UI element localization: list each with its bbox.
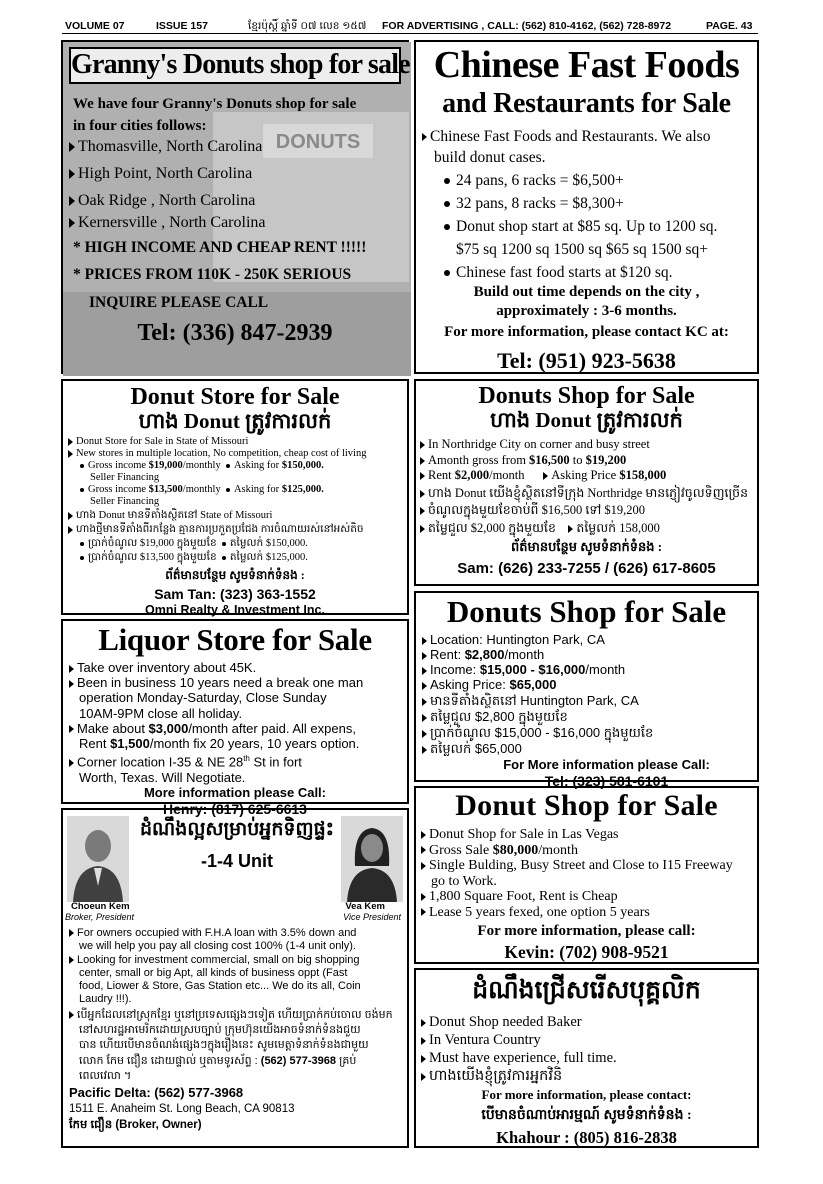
bullet-icon [226,488,230,492]
arrow-icon [422,682,427,690]
desc-continuation: Laudry !!!). [79,993,132,1006]
arrow-icon [420,525,425,533]
arrow-icon [69,142,75,152]
superscript: th [243,754,250,764]
desc-line [69,675,401,690]
desc-line [421,889,752,905]
desc-text: Take over inventory about 45K. [77,660,257,675]
desc-continuation: 10AM-9PM close all holiday. [79,705,243,721]
arrow-icon [69,169,75,179]
desc-line [420,453,753,469]
advertising-contact: FOR ADVERTISING , CALL: (562) 810-4162, (562) 728-8972 [382,20,672,32]
text: Gross Sale [429,842,493,858]
khmer-text: ហាងយើងខ្ញុំត្រូវការអ្នកវិនិ [429,1068,563,1084]
arrow-icon [68,450,73,458]
khmer-continuation: បាន ហើយបើមានចំណង់ផ្សេងៗក្នុងរឿងនេះ សូមមេត្តាទំនាក់ទំនងជាមួយ [79,1039,369,1052]
arrow-icon [543,472,548,480]
desc-text: Location: Huntington Park, CA [430,632,605,647]
desc-line [421,843,752,859]
text: Gross income [88,484,149,495]
bullet-icon [80,464,84,468]
arrow-icon [69,1011,74,1019]
amount: $2,800 [464,647,505,662]
bullet-icon [80,556,84,560]
text: តម្លៃជួល $2,000 ក្នុងមួយខែ [428,520,556,535]
khmer-continuation: ពេលវេលា ។ [79,1069,132,1082]
ad-las-vegas-donut-shop [414,786,759,964]
amount: $80,000 [492,842,539,858]
arrow-icon [68,512,73,520]
bullet-continuation: $75 sq 1200 sq 1500 sq $65 sq 1500 sq+ [456,241,709,258]
financing-line: Seller Financing [90,472,160,483]
arrow-icon [69,680,74,688]
bullet-text: 32 pans, 8 racks = $8,300+ [456,195,624,212]
financing-line: Seller Financing [90,496,160,507]
arrow-icon [420,490,425,498]
arrow-icon [421,1073,426,1081]
bullet-text: Chinese fast food starts at $120 sq. [456,264,673,281]
volume: VOLUME 07 [65,20,125,32]
text: /month [504,647,545,662]
desc-line [421,827,752,843]
contact-line: Sam: (626) 233-7255 / (626) 617-8605 [457,560,716,577]
ad-title: Liquor Store for Sale [98,622,372,657]
khmer-line [422,725,751,740]
arrow-icon [420,507,425,515]
bullet-icon [444,224,450,230]
khmer-continuation [69,1055,405,1068]
bullet-icon [222,542,226,546]
text: តម្លៃលក់ 158,000 [576,520,660,535]
arrow-icon [420,472,425,480]
text: Make about [77,720,149,736]
more-info-line: For more information, please call: [477,923,696,939]
desc-line [422,647,751,662]
desc-text: In Ventura Country [429,1032,541,1048]
city-item [69,165,401,183]
text: Rent [428,468,455,482]
arrow-icon [421,1019,426,1027]
arrow-icon [422,133,427,141]
text: St in fort [249,754,302,770]
khmer-title-part: ហាង [490,408,531,432]
text: Asking Price: [430,677,510,692]
amount: $2,000 [454,468,490,482]
khmer-line [68,510,402,522]
khmer-text: មានទីតាំងស្ថិតនៅ Huntington Park, CA [430,693,639,708]
amount: $16,500 [529,452,570,467]
desc-line [69,660,401,675]
more-info-line: For more information, please contact: [481,1087,692,1102]
desc-line [69,751,401,770]
khmer-text: ហាង Donut យើងខ្ញុំស្ថិតនៅទីក្រុង Northridge មានភ្ញៀវចូលទិញច្រើន [428,485,749,500]
text: /month [585,662,626,677]
arrow-icon [422,714,427,722]
ad-subtitle: and Restaurants for Sale [442,88,731,119]
text: /month [538,842,578,858]
desc-line [420,437,753,453]
khmer-line [420,521,753,537]
photo-sign-text: DONUTS [275,131,361,153]
text: /monthly [182,484,221,495]
desc-line [69,927,405,940]
bullet-icon [222,556,226,560]
income-row [68,460,402,472]
intro-line: We have four Granny's Donuts shop for sale [73,96,357,112]
ad-grannys-donuts [61,40,409,374]
desc-line [68,448,402,460]
arrow-icon [422,667,427,675]
build-time-line: Build out time depends on the city , [473,284,700,300]
arrow-icon [421,1037,426,1045]
ad-liquor-store [61,619,409,817]
build-time-line: approximately : 3-6 months. [496,303,677,319]
khmer-masthead: ខ្មែរប៉ុស្ដិ៍ ឆ្នាំទី ០៧ លេខ ១៥៧ [248,20,367,32]
contact-line: Henry: (817) 625-6613 [163,800,307,817]
more-info-line: For more information, please contact KC at: [444,324,729,340]
desc-line [421,1031,752,1049]
desc-text: Single Bulding, Busy Street and Close to I15 Freeway [429,858,733,873]
arrow-icon [69,929,74,937]
arrow-icon [69,759,74,767]
khmer-title [63,411,407,432]
broker-name: Choeun Kem [71,901,130,912]
text: /monthly [182,460,221,471]
khmer-continuation: នៅសហរដ្ឋអាមេរិកដោយស្របច្បាប់ ក្រុមហ៊ុនយើងអាចទំនាក់ទំនងជួយ [79,1024,361,1037]
text: to [569,452,586,467]
text: គ្រប់ [336,1054,357,1067]
desc-continuation: go to Work. [431,873,497,889]
vp-name: Vea Kem [345,901,385,912]
text: /month [489,468,525,482]
issue: ISSUE 157 [156,20,208,32]
khmer-text: បើអ្នកដែលនៅស្រុកខ្មែរ ឬនៅប្រទេសផ្សេងៗទៀត ហើយប្រាក់កប់ចោល ចង់មក [77,1008,393,1021]
desc-continuation: Worth, Texas. Will Negotiate. [79,769,246,785]
income-row [68,484,402,496]
khmer-more-info: ព័ត៌មានបន្ថែម សូមទំនាក់ទំនង : [510,539,663,554]
text: Asking for [233,460,282,471]
khmer-row [68,552,402,564]
bullet-item [422,195,751,213]
city-label: Kernersville , North Carolina [78,214,266,231]
bullet-text: 24 pans, 6 racks = $6,500+ [456,172,624,189]
arrow-icon [421,831,426,839]
khmer-title [416,410,757,431]
khmer-line [69,1009,405,1022]
page-header [62,20,758,34]
arrow-icon [420,457,425,465]
text: ប្រាក់ចំណូល $19,000 ក្នុងមួយខែ [88,538,217,549]
arrow-icon [422,652,427,660]
ad-title: Donut Shop for Sale [455,789,718,822]
khmer-line [420,503,753,519]
arrow-icon [421,908,426,916]
khmer-title-part: ត្រូវការលក់ [596,408,683,432]
khmer-title-part: Donut [183,409,240,433]
khmer-text: តម្លៃលក់ $65,000 [430,741,522,756]
desc-text: 1,800 Square Foot, Rent is Cheap [429,889,618,904]
bullet-item [422,264,751,282]
text: លោក កែម ជឿន ដោយផ្ទាល់ ឬតាមទូរស័ព្ទ : [79,1054,261,1067]
desc-line [421,1049,752,1067]
desc-line [421,905,752,921]
desc-text: Donut Store for Sale in State of Missouri [76,436,249,447]
khmer-row [68,538,402,550]
desc-text: Been in business 10 years need a break one man [77,675,364,691]
bullet-icon [80,542,84,546]
desc-continuation: operation Monday-Saturday, Close Sunday [79,690,327,706]
unit-title: -1-4 Unit [201,851,273,871]
arrow-icon [421,862,426,870]
bullet-icon [226,464,230,468]
khmer-text: ប្រាក់ចំណូល $15,000 - $16,000 ក្នុងមួយខែ [430,725,654,740]
desc-line [420,468,753,484]
amount: $19,200 [585,452,627,467]
more-info-line: For More information please Call: [503,757,710,772]
intro-line: in four cities follows: [73,118,207,134]
text: Amonth gross from [428,452,530,467]
broker-photo [67,816,129,902]
ad-realty-home-buyers [61,808,409,1148]
city-item [69,138,401,156]
desc-text: In Northridge City on corner and busy street [428,437,650,451]
desc-text: Chinese Fast Foods and Restaurants. We also [430,128,711,145]
company-line: Omni Realty & Investment Inc. [145,603,325,617]
arrow-icon [422,730,427,738]
text: /month after paid. All expens, [188,720,356,736]
desc-continuation [69,736,401,751]
contact-line: Tel: (323) 581-6101 [544,773,669,789]
text: Rent [79,736,111,752]
text: Corner location I-35 & NE 28 [77,754,244,770]
inquire-line: INQUIRE PLEASE CALL [89,294,269,311]
amount: $15,000 - $16,000 [479,662,586,677]
desc-continuation: we will help you pay all closing cost 100% (1-4 unit only). [79,940,356,953]
khmer-line [420,486,753,502]
desc-text: Donut Shop for Sale in Las Vegas [429,827,619,842]
page-number: PAGE. 43 [706,20,753,32]
desc-line [422,677,751,692]
text: Rent: [430,647,465,662]
khmer-line [421,1067,752,1085]
arrow-icon [69,665,74,673]
khmer-text: ចំណូលក្នុងមួយខែចាប់ពី $16,500 ទៅ $19,200 [428,503,645,517]
arrow-icon [69,218,75,228]
owner-line: កែម ជឿន (Broker, Owner) [69,1118,202,1131]
more-info-line: More information please Call: [143,784,327,800]
amount: $3,000 [148,720,189,736]
city-label: Thomasville, North Carolina [78,138,263,155]
bullet-item [422,218,751,236]
company-line: Pacific Delta: (562) 577-3968 [69,1085,244,1101]
city-item [69,214,401,232]
vice-president-photo [341,816,403,902]
bullet-text: Donut shop start at $85 sq. Up to 1200 sq. [456,218,718,235]
khmer-more-info: បើមានចំណាប់អារម្មណ៍ សូមទំនាក់ទំនង : [481,1108,692,1123]
khmer-more-info: ព័ត៌មានបន្ថែម សូមទំនាក់ទំនង : [165,568,305,582]
arrow-icon [422,698,427,706]
khmer-line [68,524,402,536]
vp-role: Vice President [343,912,401,922]
income-line: * HIGH INCOME AND CHEAP RENT !!!!! [73,239,367,256]
ad-title: Donut Store for Sale [130,384,340,410]
desc-line [422,662,751,677]
khmer-title-part: Donut [535,408,592,432]
ad-huntington-donuts-shop [414,591,759,789]
city-label: Oak Ridge , North Carolina [78,192,256,209]
ad-title: Donuts Shop for Sale [446,594,727,629]
text: Gross income [88,460,149,471]
bullet-icon [444,178,450,184]
ad-baker-wanted [414,968,759,1148]
ad-title: Granny's Donuts shop for sale [69,47,401,84]
contact-line: Khahour : (805) 816-2838 [496,1128,677,1147]
desc-continuation: center, small or big Apt, all kinds of business oppt (Fast [79,966,348,979]
amount: $150,000. [281,460,324,471]
khmer-text: ហាងថ្មីមានទីតាំងពីរកន្លែង គ្មានការប្រកួតប្រជែង ការចំណាយរស់នៅអស់តិច [76,524,364,535]
ad-chinese-fast-foods [414,40,759,374]
desc-line [421,858,752,874]
amount: $19,000 [148,460,183,471]
bullet-item [422,172,751,190]
city-label: High Point, North Carolina [78,165,253,182]
amount: $65,000 [509,677,557,692]
text: ប្រាក់ចំណូល $13,500 ក្នុងមួយខែ [88,552,217,563]
desc-line [69,721,401,736]
arrow-icon [68,438,73,446]
text: Income: [430,662,480,677]
text: Asking for [233,484,282,495]
text: តម្លៃលក់ $125,000. [229,552,308,563]
arrow-icon [421,1055,426,1063]
desc-text: For owners occupied with F.H.A loan with 3.5% down and [77,927,357,939]
desc-line [69,954,405,967]
arrow-icon [421,846,426,854]
amount: $158,000 [619,468,667,482]
ad-title: Donuts Shop for Sale [478,383,695,409]
arrow-icon [421,893,426,901]
arrow-icon [422,637,427,645]
desc-line [421,1013,752,1031]
bullet-icon [444,201,450,207]
khmer-line [422,741,751,756]
khmer-text: តម្លៃជួល $2,800 ក្នុងមួយខែ [430,709,568,724]
amount: $125,000. [281,484,324,495]
arrow-icon [69,196,75,206]
khmer-text: ហាង Donut មានទីតាំងស្ថិតនៅ State of Missouri [76,510,273,521]
phone-number: Tel: (336) 847-2939 [137,320,333,346]
khmer-title-part: ត្រូវការលក់ [245,409,332,433]
arrow-icon [568,525,573,533]
desc-line [422,128,751,146]
city-item [69,192,401,210]
arrow-icon [420,441,425,449]
desc-line [68,436,402,448]
phone-number: (562) 577-3968 [260,1054,337,1067]
khmer-title: ដំណឹងជ្រើសរើសបុគ្គលិក [472,977,701,1004]
khmer-title-part: ហាង [138,409,179,433]
khmer-line [422,709,751,724]
arrow-icon [422,746,427,754]
bullet-icon [80,488,84,492]
ad-northridge-donuts-shop [414,379,759,586]
text: តម្លៃលក់ $150,000. [229,538,308,549]
contact-line: Sam Tan: (323) 363-1552 [154,586,316,602]
desc-text: Lease 5 years fexed, one option 5 years [429,904,650,920]
phone-number: Tel: (951) 923-5638 [497,348,676,373]
desc-line: build donut cases. [434,149,546,166]
address-line: 1511 E. Anaheim St. Long Beach, CA 90813 [69,1102,295,1115]
desc-continuation: food, Liower & Store, Gas Station etc... We do its all, Coin [79,980,361,993]
desc-text: Donut Shop needed Baker [429,1014,582,1030]
ad-title: Chinese Fast Foods [433,44,740,86]
contact-line: Kevin: (702) 908-9521 [504,942,669,962]
amount: $13,500 [148,484,183,495]
price-line: * PRICES FROM 110K - 250K SERIOUS [73,266,352,283]
ad-missouri-donut-store [61,379,409,615]
desc-text: Must have experience, full time. [429,1050,617,1066]
desc-text: New stores in multiple location, No competition, cheap cost of living [76,448,367,459]
bullet-icon [444,270,450,276]
amount: $1,500 [110,736,150,752]
khmer-title: ដំណឹងល្អសម្រាប់អ្នកទិញផ្ទះ [140,819,334,840]
broker-role: Broker, President [65,912,135,922]
text: /month fix 20 years, 10 years option. [149,736,360,752]
arrow-icon [69,956,74,964]
desc-line [422,632,751,647]
khmer-line [422,693,751,708]
arrow-icon [68,526,73,534]
desc-text: Looking for investment commercial, small on big shopping [77,953,360,966]
arrow-icon [69,725,74,733]
text: Asking Price [551,468,620,482]
